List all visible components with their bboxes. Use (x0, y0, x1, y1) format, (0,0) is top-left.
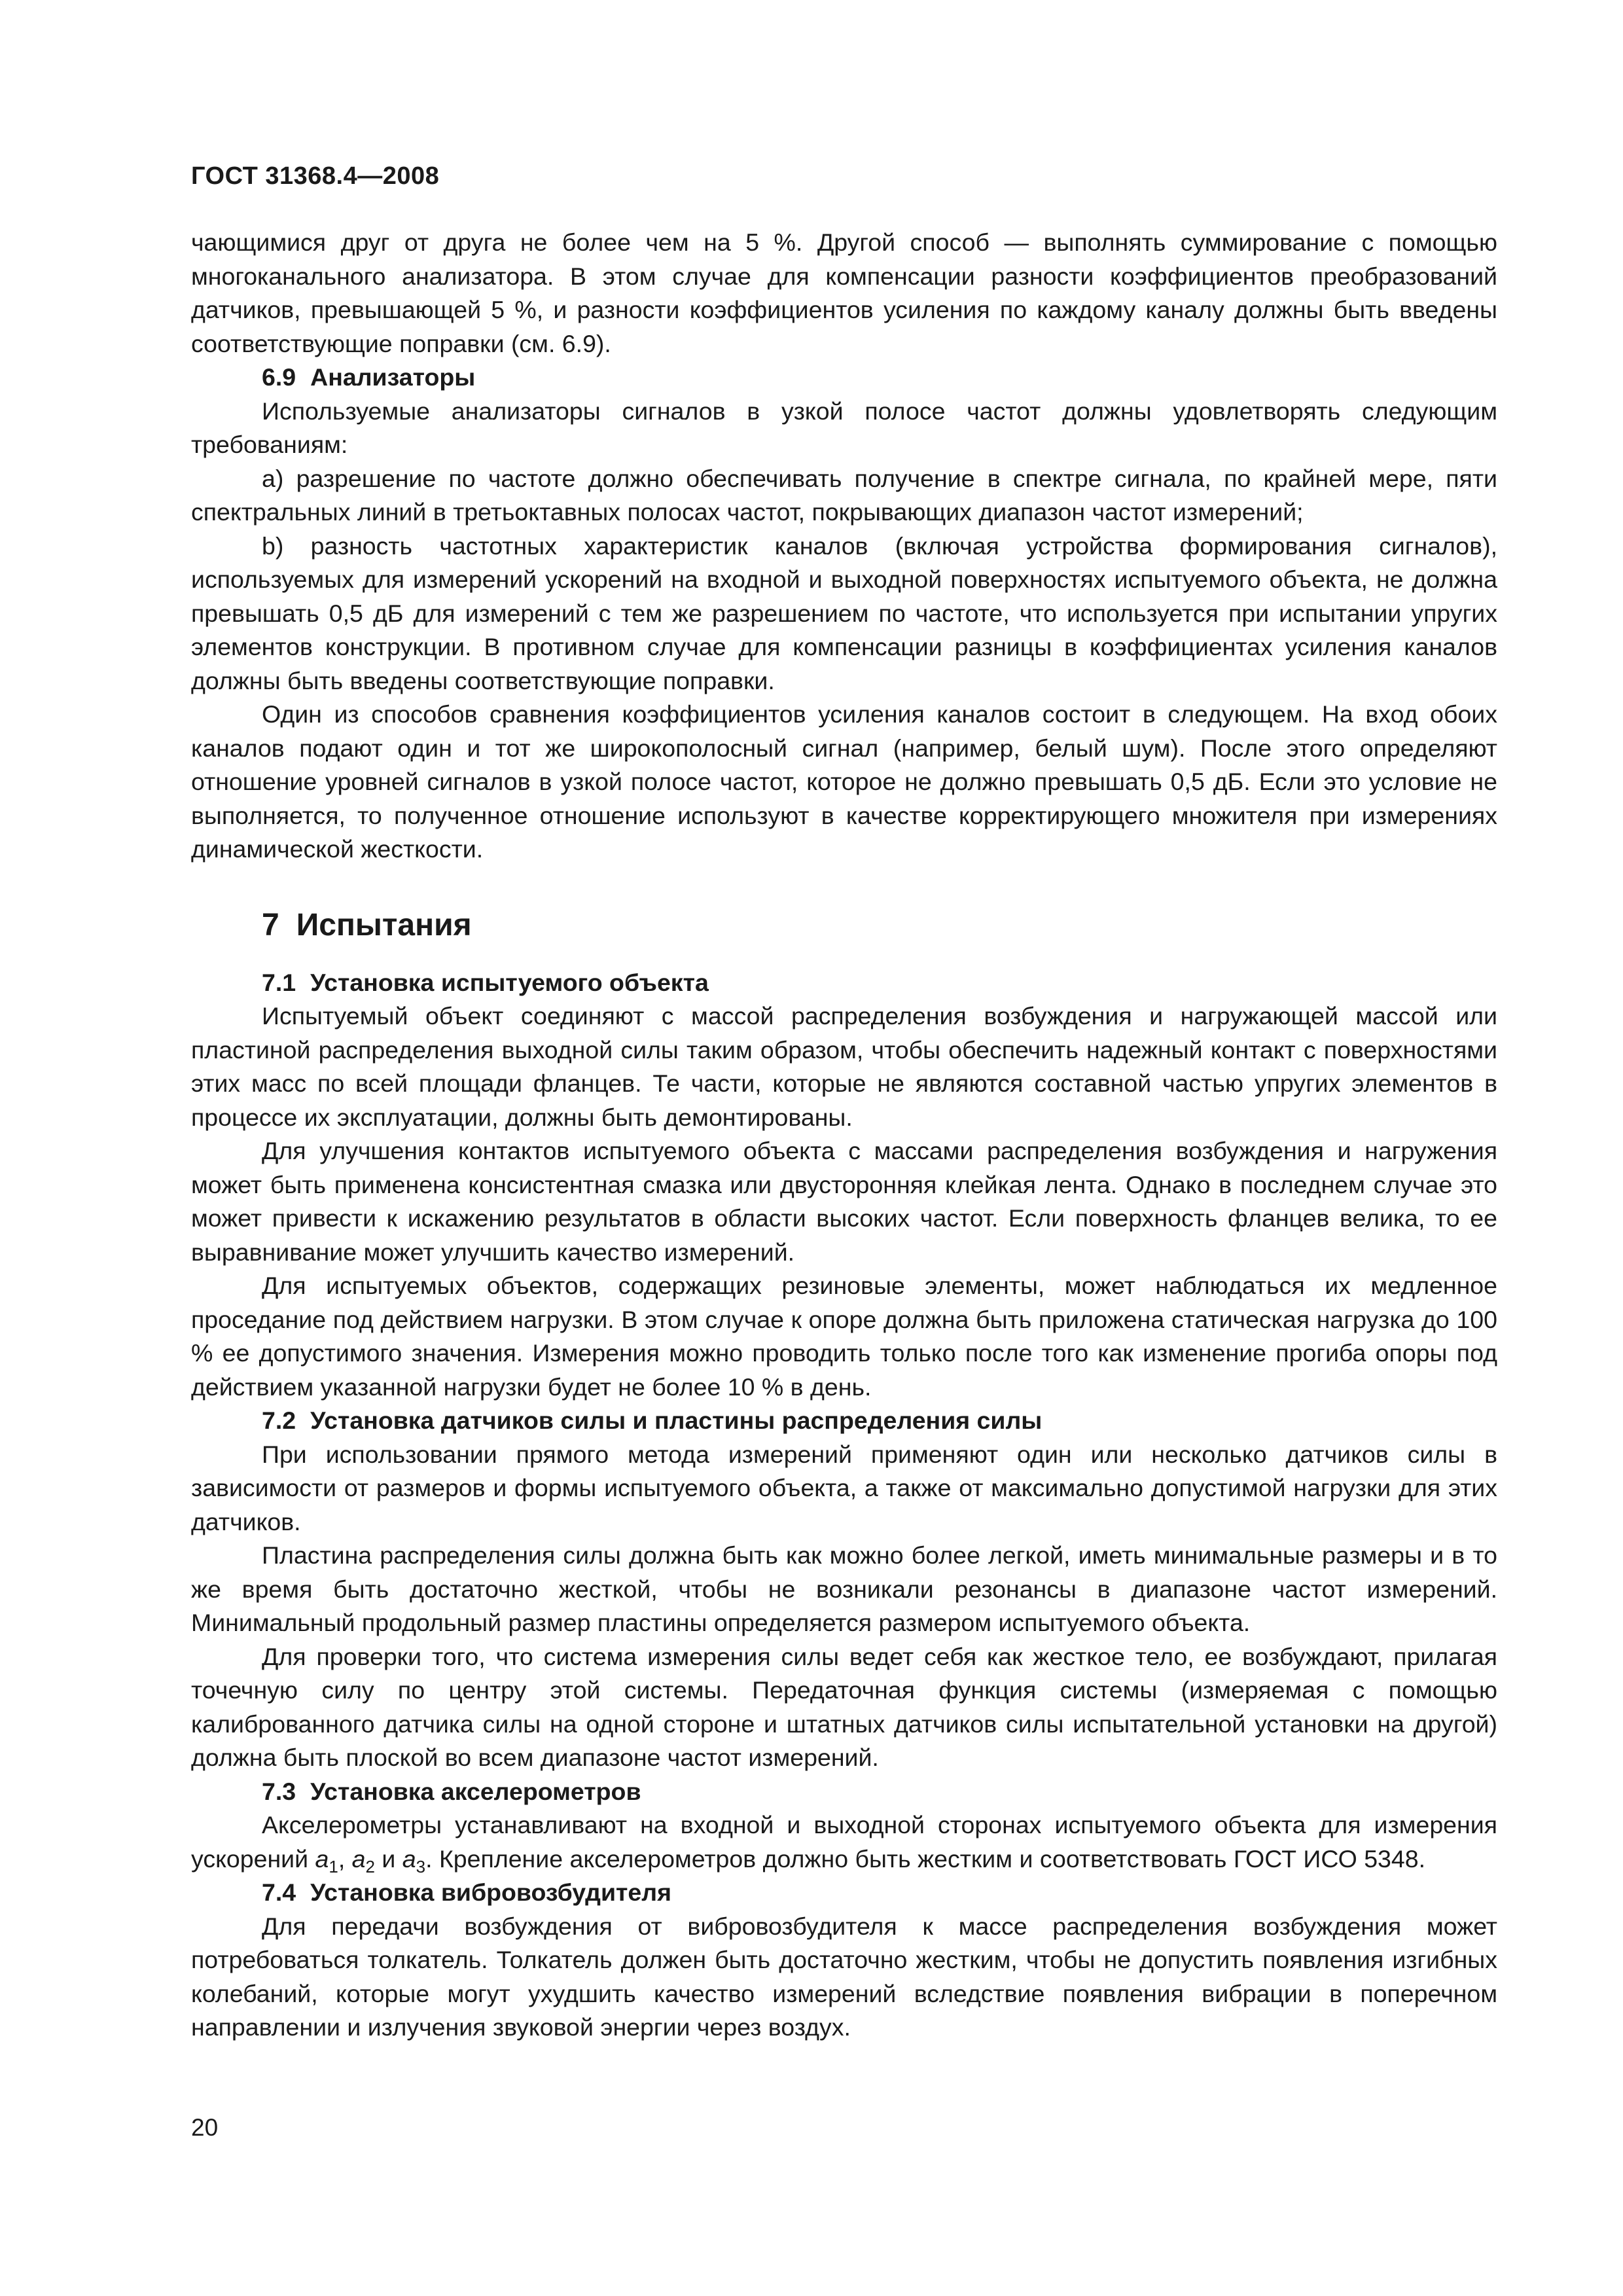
paragraph: Для испытуемых объектов, содержащих резиновые элементы, может наблюдаться их медленное проседание под действием нагрузки. В этом случае к опоре должна быть приложена статическая нагрузка до 100 % ее допустимого значения. Измерения можно проводить только после того как изменение прогиба опоры под действием указанной нагрузки будет не более 10 % в день. (191, 1272, 1497, 1401)
text-run: , (338, 1844, 352, 1873)
subsection-number: 7.2 (262, 1407, 296, 1434)
subsection-title: Установка испытуемого объекта (310, 968, 709, 996)
paragraph: При использовании прямого метода измерений применяют один или несколько датчиков силы в зависимости от размеров и формы испытуемого объекта, а также от максимально допустимой нагрузки для этих датчиков. (191, 1440, 1497, 1535)
subsection-7-4-heading (262, 1876, 1497, 1910)
subsection-7-1-heading (262, 966, 1497, 1000)
paragraph: Испытуемый объект соединяют с массой распределения возбуждения и нагружающей массой или пластиной распределения выходной силы таким образом, чтобы обеспечить надежный контакт с поверхностями этих масс по всей площади фланцев. Те части, которые не являются составной частью упругих элементов в процессе их эксплуатации, должны быть демонтированы. (191, 1002, 1497, 1131)
subsection-title: Установка акселерометров (310, 1777, 641, 1805)
text-run: . Крепление акселерометров должно быть жестким и соответствовать ГОСТ ИСО 5348. (425, 1844, 1426, 1873)
intro-paragraph: чающимися друг от друга не более чем на 5 %. Другой способ — выполнять суммирование с помощью многоканального анализатора. В этом случае для компенсации разности коэффициентов преобразований датчиков, превышающей 5 %, и разности коэффициентов усиления по каждому каналу должны быть введены соответствующие поправки (см. 6.9). (191, 228, 1497, 357)
paragraph: Для проверки того, что система измерения силы ведет себя как жесткое тело, ее возбуждают, прилагая точечную силу по центру этой системы. Передаточная функция системы (измеряемая с помощью калиброванного датчика силы на одной стороне и штатных датчиков силы испытательной установки на другой) должна быть плоской во всем диапазоне частот измерений. (191, 1642, 1497, 1771)
symbol-a2: a (351, 1844, 366, 1873)
paragraph: Пластина распределения силы должна быть как можно более легкой, иметь минимальные размеры и в то же время быть достаточно жесткой, чтобы не возникали резонансы в диапазоне частот измерений. Минимальный продольный размер пластины определяется размером испытуемого объекта. (191, 1541, 1497, 1636)
paragraph: Для улучшения контактов испытуемого объекта с массами распределения возбуждения и нагружения может быть применена консистентная смазка или двусторонняя клейкая лента. Однако в последнем случае это может привести к искажению результатов в области высоких частот. Если поверхность фланцев велика, то ее выравнивание может улучшить качество измерений. (191, 1137, 1497, 1266)
subsection-7-2-heading (262, 1404, 1497, 1438)
subscript: 3 (416, 1856, 426, 1876)
subscript: 1 (329, 1856, 338, 1876)
subsection-number: 7.3 (262, 1777, 296, 1805)
section-title: Испытания (296, 907, 472, 942)
subscript: 2 (365, 1856, 375, 1876)
subsection-number: 7.1 (262, 968, 296, 996)
subsection-title: Установка датчиков силы и пластины распределения силы (310, 1407, 1043, 1434)
section-number: 7 (262, 907, 279, 942)
subsection-title: Установка вибровозбудителя (310, 1878, 671, 1906)
page-number: 20 (191, 2114, 219, 2141)
document-header: ГОСТ 31368.4—2008 (191, 162, 440, 190)
text-run: и (375, 1844, 402, 1873)
text-run: Акселерометры устанавливают на входной и выходной сторонах испытуемого объекта для измерения ускорений (191, 1811, 1497, 1873)
subsection-6-9-heading (262, 361, 1497, 395)
paragraph: Один из способов сравнения коэффициентов усиления каналов состоит в следующем. На вход обоих каналов подают один и тот же широкополосный сигнал (например, белый шум). После этого определяют отношение уровней сигналов в узкой полосе частот, которое не должно превышать 0,5 дБ. Если это условие не выполняется, то полученное отношение используют в качестве корректирующего множителя при измерениях динамической жесткости. (191, 700, 1497, 863)
subsection-7-3-heading (262, 1775, 1497, 1809)
subsection-title: Анализаторы (310, 363, 476, 391)
list-item-a: а) разрешение по частоте должно обеспечивать получение в спектре сигнала, по крайней мере, пяти спектральных линий в третьоктавных полосах частот, покрывающих диапазон частот измерений; (191, 464, 1497, 526)
section-7-heading (262, 907, 1497, 944)
paragraph: Для передачи возбуждения от вибровозбудителя к массе распределения возбуждения может потребоваться толкатель. Толкатель должен быть достаточно жестким, чтобы не допустить появления изгибных колебаний, которые могут ухудшить качество измерений вследствие появления вибрации в поперечном направлении и излучения звуковой энергии через воздух. (191, 1912, 1497, 2041)
symbol-a3: a (402, 1844, 416, 1873)
symbol-a1: a (315, 1844, 329, 1873)
list-item-b: b) разность частотных характеристик каналов (включая устройства формирования сигналов), используемых для измерений ускорений на входной и выходной поверхностях испытуемого объекта, не должна превышать 0,5 дБ для измерений с тем же разрешением по частоте, что используется при испытании упругих элементов конструкции. В противном случае для компенсации разницы в коэффициентах усиления каналов должны быть введены соответствующие поправки. (191, 531, 1497, 694)
subsection-number: 7.4 (262, 1878, 296, 1906)
document-body (191, 226, 1497, 2045)
paragraph (191, 1808, 1497, 1876)
subsection-number: 6.9 (262, 363, 296, 391)
paragraph: Используемые анализаторы сигналов в узкой полосе частот должны удовлетворять следующим требованиям: (191, 397, 1497, 458)
